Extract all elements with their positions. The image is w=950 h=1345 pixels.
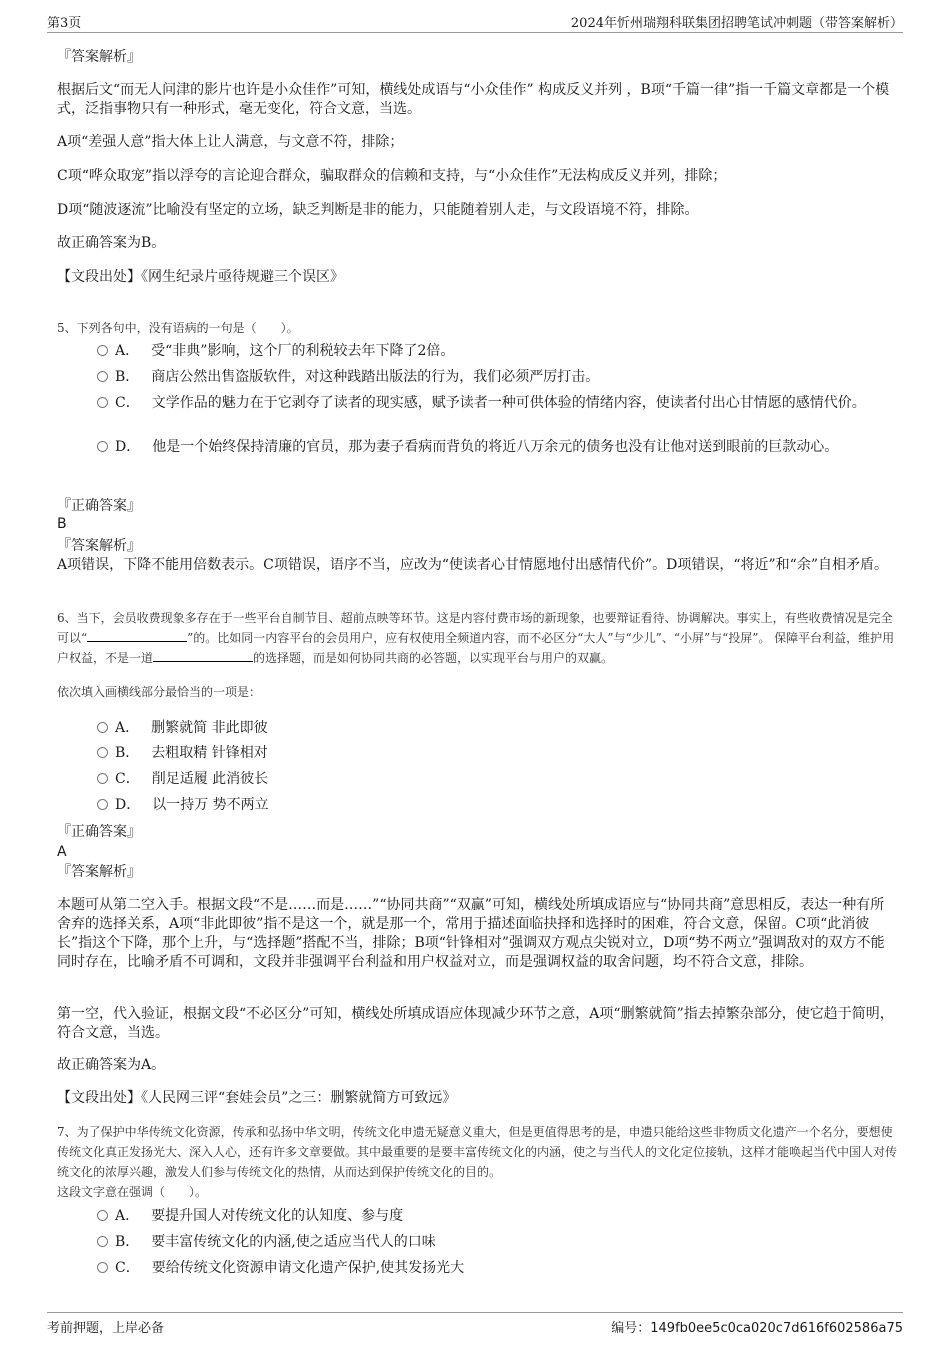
q5-analysis: A项错误，下降不能用倍数表示。C项错误，语序不当，应改为“使读者心甘情愿地付出感情代价”。D项错误，“将近”和“余”自相矛盾。 (57, 557, 888, 573)
option-text: 他是一个始终保持清廉的官员，那为妻子看病而背负的将近八万余元的债务也没有让他对送到眼前的巨款动心。 (152, 439, 839, 455)
q7-option-b[interactable] (97, 1232, 887, 1253)
radio-button[interactable] (97, 1262, 108, 1273)
fill-blank-2 (153, 649, 253, 662)
radio-button[interactable] (97, 345, 108, 356)
option-text: 要丰富传统文化的内涵,使之适应当代人的口味 (151, 1234, 436, 1250)
q4-conclusion: 故正确答案为B。 (57, 235, 166, 251)
radio-button[interactable] (97, 1210, 108, 1221)
radio-button[interactable] (97, 722, 108, 733)
q5-option-c[interactable] (97, 393, 887, 414)
option-label: C． (115, 1260, 140, 1276)
q6-analysis-label: 『答案解析』 (57, 864, 141, 880)
q4-analysis-option-c: C项“哗众取宠”指以浮夸的言论迎合群众，骗取群众的信赖和支持，与“小众佳作”无法构成反义并列，排除； (57, 168, 727, 184)
option-text: 商店公然出售盗版软件，对这种践踏出版法的行为，我们必须严厉打击。 (151, 369, 600, 385)
footer-slogan: 考前押题，上岸必备 (47, 1321, 165, 1336)
q6-option-b[interactable] (97, 743, 887, 764)
q5-option-a[interactable] (97, 341, 887, 362)
option-text: 削足适履 此消彼长 (151, 771, 269, 787)
q5-option-b[interactable] (97, 367, 887, 388)
page-header (47, 12, 903, 33)
option-text: 要提升国人对传统文化的认知度、参与度 (151, 1208, 404, 1224)
q4-analysis-para1: 根据后文“而无人问津的影片也许是小众佳作”可知，横线处成语与“小众佳作” 构成反义并列 ，B项“千篇一律”指一千篇文章都是一个模式，泛指事物只有一种形式，毫无变化，符合文意，当选。 (57, 82, 890, 117)
q6-answer-label: 『正确答案』 (57, 824, 141, 840)
q6-option-a[interactable] (97, 718, 887, 739)
q4-analysis-option-a: A项“差强人意”指大体上让人满意，与文意不符，排除； (57, 134, 404, 150)
option-label: D． (115, 439, 141, 455)
q6-conclusion: 故正确答案为A。 (57, 1057, 166, 1073)
radio-button[interactable] (97, 747, 108, 758)
q7-option-c[interactable] (97, 1258, 887, 1279)
radio-button[interactable] (97, 441, 108, 452)
option-label: C． (115, 395, 140, 411)
fill-blank-1 (87, 629, 187, 642)
document-title: 2024年忻州瑞翔科联集团招聘笔试冲刺题（带答案解析） (570, 16, 903, 31)
radio-button[interactable] (97, 371, 108, 382)
option-label: B． (115, 369, 140, 385)
q7-stem: 7、为了保护中华传统文化资源，传承和弘扬中华文明，传统文化申遗无疑意义重大，但是更值得思考的是，申遗只能给这些非物质文化遗产一个名分，要想使传统文化真正发扬光大、深入人心，还有许多文章要做。其中最重要的是要丰富传统文化的内涵，使之与当代人的文化定位接轨，这样才能唤起当代中国人对传统文化的浓厚兴趣，激发人们参与传统文化的热情，从而达到保护传统文化的目的。 (57, 1125, 898, 1179)
page-number: 第3页 (47, 16, 82, 31)
option-label: A． (115, 343, 140, 359)
radio-button[interactable] (97, 397, 108, 408)
q5-stem: 5、下列各句中，没有语病的一句是（ ）。 (57, 321, 299, 335)
option-label: D． (115, 797, 141, 813)
q4-source: 【文段出处】《网生纪录片亟待规避三个误区》 (57, 269, 344, 285)
radio-button[interactable] (97, 799, 108, 810)
q6-stem-part3: 的选择题，而是如何协同共商的必答题，以实现平台与用户的双赢。 (253, 651, 614, 665)
q5-analysis-label: 『答案解析』 (57, 538, 141, 554)
page-footer (47, 1312, 903, 1337)
q6-answer: A (57, 844, 67, 860)
radio-button[interactable] (97, 1236, 108, 1247)
option-text: 受“非典”影响，这个厂的利税较去年下降了2倍。 (151, 343, 455, 359)
q6-analysis-para1: 本题可从第二空入手。根据文段“不是……而是……”“协同共商”“双赢”可知，横线处所填成语应与“协同共商”意思相反，表达一种有所舍弃的选择关系，A项“非此即彼”指不是这一个，就是那一个，常用于描述面临抉择和选择时的困难，符合文意，保留。C项“此消彼长”指这个下降，那个上升，与“选择题”搭配不当，排除；B项“针锋相对”强调双方观点尖锐对立，D项“势不两立”强调敌对的双方不能同时存在，比喻矛盾不可调和，文段并非强调平台利益和用户权益对立，而是强调权益的取舍问题，均不符合文意，排除。 (57, 897, 885, 970)
option-label: A． (115, 720, 140, 736)
option-label: A． (115, 1208, 140, 1224)
q4-analysis-label: 『答案解析』 (57, 49, 141, 65)
option-text: 要给传统文化资源申请文化遗产保护,使其发扬光大 (151, 1260, 465, 1276)
code-label: 编号： (611, 1321, 651, 1336)
q5-answer-label: 『正确答案』 (57, 498, 141, 514)
q6-stem-part2: ”的。比如同一内容平台的会员用户，应有权使用全频道内容，而不必区分“大人”与“少儿”、“小屏”与“投屏”。 保障平台利益，维护用户权益，不是一道 (57, 631, 895, 665)
option-label: B． (115, 1234, 140, 1250)
option-label: C． (115, 771, 140, 787)
q6-source: 【文段出处】《人民网三评“套娃会员”之三：删繁就简方可致远》 (57, 1090, 457, 1106)
q6-stem (57, 608, 897, 668)
q6-stem-part1: 6、当下，会员收费现象多存在于一些平台自制节目、超前点映等环节。这是内容付费市场的新现象，也要辩证看待、协调解决。事实上，有些收费情况是完全可以“ (57, 611, 893, 645)
q6-option-c[interactable] (97, 769, 887, 790)
option-text: 以一持万 势不两立 (152, 797, 269, 813)
option-text: 去粗取精 针锋相对 (151, 745, 268, 761)
code-value: 149fb0ee5c0ca020c7d616f602586a75 (650, 1321, 903, 1336)
q6-option-d[interactable] (97, 795, 887, 816)
document-code (611, 1317, 903, 1336)
q6-analysis-para2: 第一空，代入验证，根据文段“不必区分”可知，横线处所填成语应体现减少环节之意，A项“删繁就简”指去掉繁杂部分，使它趋于简明，符合文意，当选。 (57, 1006, 894, 1041)
q6-prompt: 依次填入画横线部分最恰当的一项是： (57, 685, 262, 699)
q5-answer: B (57, 516, 67, 532)
radio-button[interactable] (97, 773, 108, 784)
option-label: B． (115, 745, 140, 761)
q7-prompt: 这段文字意在强调（ ）。 (57, 1185, 208, 1199)
option-text: 删繁就简 非此即彼 (151, 720, 268, 736)
q4-analysis-option-d: D项“随波逐流”比喻没有坚定的立场，缺乏判断是非的能力，只能随着别人走，与文段语境不符，排除。 (57, 202, 699, 218)
q7-option-a[interactable] (97, 1206, 887, 1227)
q5-option-d[interactable] (97, 437, 887, 458)
option-text: 文学作品的魅力在于它剥夺了读者的现实感，赋予读者一种可供体验的情绪内容，使读者付出心甘情愿的感情代价。 (151, 395, 866, 411)
